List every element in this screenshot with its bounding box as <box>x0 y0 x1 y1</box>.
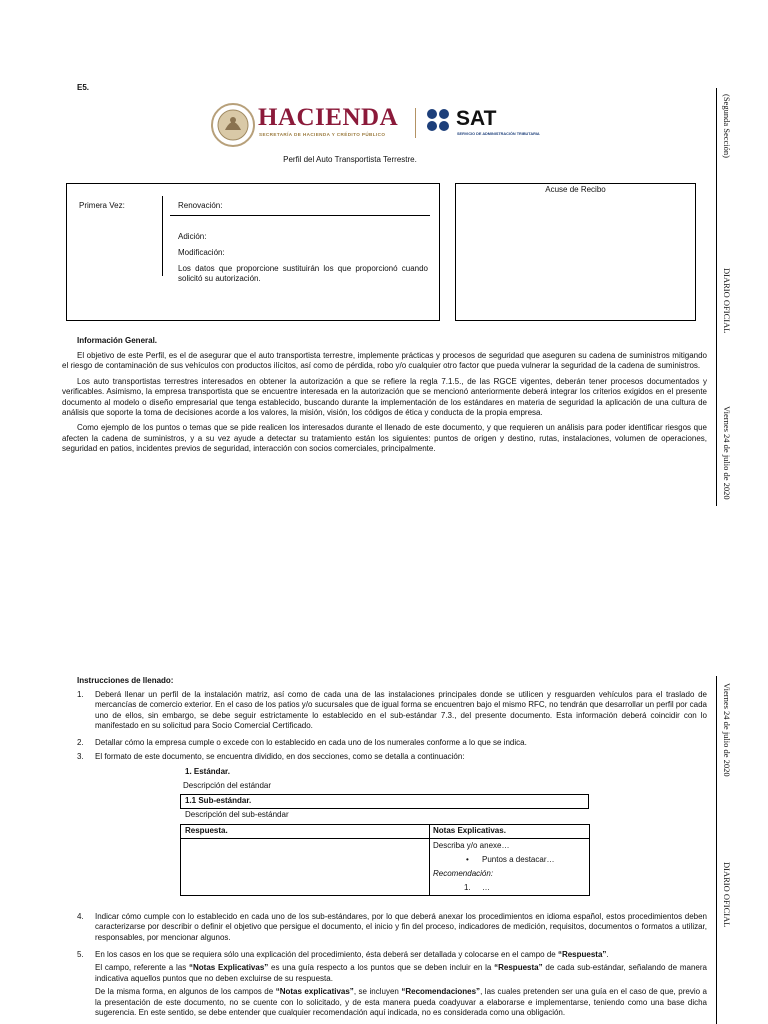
document-title: Perfil del Auto Transportista Terrestre. <box>283 155 417 164</box>
instr-5-paragraph-2: El campo, referente a las “Notas Explicativas” es una guía respecto a los puntos que se deben incluir en la “Respuesta” de cada sub-estándar, señalando de manera indicativa aquellos puntos que no deben excluirse de su respuesta. <box>95 963 707 983</box>
acuse-box <box>455 183 696 321</box>
info-paragraph-3: Como ejemplo de los puntos o temas que se pide realicen los interesados durante el llenado de este documento, y que requieren un análisis para poder identificar riesgos que afecten la cadena de suministros, y a su vez ayude a detectar su tratamiento están los siguientes: puntos de origen y destino, rutas, instalaciones, volumen de operaciones, seguridad en patios, incidentes previos de seguridad, interacción con socios comerciales, principalmente. <box>62 423 707 454</box>
info-paragraph-1: El objetivo de este Perfil, es el de asegurar que el auto transportista terrestre, implemente prácticas y procesos de seguridad que aseguren su cadena de suministros mitigando el riesgo de contaminación de sus vehículos con productos ilícitos, así como de pérdida, robo y/o cualquier otro factor que pueda vulnerar la seguridad de la cadena de suministros. <box>62 351 707 371</box>
instr-num-2: 2. <box>77 738 84 747</box>
instr-num-1: 1. <box>77 690 84 699</box>
primera-vez-label: Primera Vez: <box>79 201 125 210</box>
instr-5-paragraph-3: De la misma forma, en algunos de los campos de “Notas explicativas”, se incluyen “Recomendaciones”, las cuales pretenden ser una guía en el caso de que, previo a la presentación de este documento, no se cuente con lo solicitado, y de esta manera pueda coadyuvar a elaborarse e implementarse, teniendo como una base dicha sugerencia. En este sentido, se debe entender que cualquier recomendación aquí indicada, no es considerada como una obligación. <box>95 987 708 1018</box>
instr-text-5 <box>95 950 707 1018</box>
side-section-label: (Segunda Sección) <box>722 94 732 158</box>
example-estandar-desc: Descripción del estándar <box>183 781 272 790</box>
example-estandar: 1. Estándar. <box>185 767 230 776</box>
example-sub: 1.1 Sub-estándar. <box>185 796 252 805</box>
page-code: E5. <box>77 83 90 92</box>
example-sub-bottom <box>180 808 589 809</box>
side-journal-label-2: DIARIO OFICIAL <box>722 862 732 928</box>
bullet-icon: • <box>466 855 469 864</box>
sat-dots-icon <box>426 108 454 136</box>
instr-5-line-1: En los casos en los que se requiera sólo una explicación del procedimiento, ésta deberá ser detallada y colocarse en el campo de “Respuesta”. <box>95 950 609 959</box>
info-heading: Información General. <box>77 336 158 345</box>
sat-subtitle: SERVICIO DE ADMINISTRACIÓN TRIBUTARIA <box>457 132 540 136</box>
instr-heading: Instrucciones de llenado: <box>77 676 174 685</box>
example-sub-left <box>180 794 181 808</box>
form-note: Los datos que proporcione sustituirán los que proporcionó cuando solicitó su autorización. <box>178 264 428 284</box>
national-seal-icon <box>210 102 256 148</box>
example-notas-header: Notas Explicativas. <box>433 826 506 835</box>
example-table-col-rule <box>429 824 430 896</box>
side-rule-bottom <box>716 676 717 1024</box>
example-sub-desc: Descripción del sub-estándar <box>185 810 289 819</box>
header-logos <box>210 102 550 150</box>
instr-num-4: 4. <box>77 912 84 921</box>
example-respuesta-header: Respuesta. <box>185 826 228 835</box>
hacienda-subtitle: SECRETARÍA DE HACIENDA Y CRÉDITO PÚBLICO <box>259 132 386 137</box>
side-journal-label: DIARIO OFICIAL <box>722 268 732 334</box>
instr-text-2: Detallar cómo la empresa cumple o excede con lo establecido en cada uno de los numerales conforme a lo que se indica. <box>95 738 527 747</box>
example-bullet: Puntos a destacar… <box>482 855 555 864</box>
instr-num-3: 3. <box>77 752 84 761</box>
instr-num-5: 5. <box>77 950 84 959</box>
instr-text-1: Deberá llenar un perfil de la instalación matriz, así como de cada una de las instalaciones principales donde se utilicen y resguarden vehículos para el traslado de mercancías de comercio exterior. En el caso de los patios y/o sucursales que de igual forma se encuentren bajo el mismo RFC, no tendrán que desarrollar un perfil por cada uno de ellos, sin embargo, se debe seguir estrictamente lo establecido en el sub-estándar 7.3., del presente documento. Esta información deberá coincidir con lo manifestado en su solicitud para Socio Comercial Certificado. <box>95 690 707 731</box>
info-body <box>62 351 707 455</box>
example-table-header-rule <box>180 838 590 839</box>
example-sub-top <box>180 794 589 795</box>
instr-text-4: Indicar cómo cumple con lo establecido en cada uno de los sub-estándares, por lo que deberá anexar los procedimientos en idioma español, estos procedimientos deben caracterizarse por describir o definir el objetivo que persigue el documento, el inicio y fin del proceso, indicadores de medición, requisitos, documentos o formatos a utilizar, responsables, por mencionar algunos. <box>95 912 707 942</box>
sat-wordmark: SAT <box>456 107 497 130</box>
renovacion-label: Renovación: <box>178 201 223 210</box>
modificacion-label: Modificación: <box>178 248 225 257</box>
logo-divider <box>415 108 416 138</box>
example-ellipsis: … <box>482 883 490 892</box>
form-horizontal-divider <box>170 215 430 216</box>
form-vertical-divider <box>162 196 163 276</box>
example-recomendacion: Recomendación: <box>433 869 494 878</box>
example-describa: Describa y/o anexe… <box>433 841 510 850</box>
acuse-label: Acuse de Recibo <box>545 185 606 194</box>
adicion-label: Adición: <box>178 232 207 241</box>
info-paragraph-2: Los auto transportistas terrestres interesados en obtener la autorización a que se refiere la regla 7.1.5., de las RGCE vigentes, deberán tener procesos documentados y verificables. Asimismo, la empresa transportista que se encuentre interesada en la autorización que se mencionó anteriormente deberá integrar los criterios exigidos en el presente documento al modelo o diseño empresarial que tenga establecido, buscando durante la implementación de los estándares en materia de seguridad la aplicación de una cultura de análisis que soporte la toma de decisiones acorde a los valores, la misión, visión, los códigos de ética y conducta de la propia empresa. <box>62 376 707 418</box>
side-date-label: Viernes 24 de julio de 2020 <box>722 406 732 500</box>
side-date-label-2: Viernes 24 de julio de 2020 <box>722 683 732 777</box>
example-num: 1. <box>464 883 471 892</box>
instr-text-3: El formato de este documento, se encuentra dividido, en dos secciones, como se detalla a continuación: <box>95 752 465 761</box>
side-rule-top <box>716 88 717 506</box>
example-sub-right <box>588 794 589 808</box>
hacienda-wordmark: HACIENDA <box>258 104 399 131</box>
